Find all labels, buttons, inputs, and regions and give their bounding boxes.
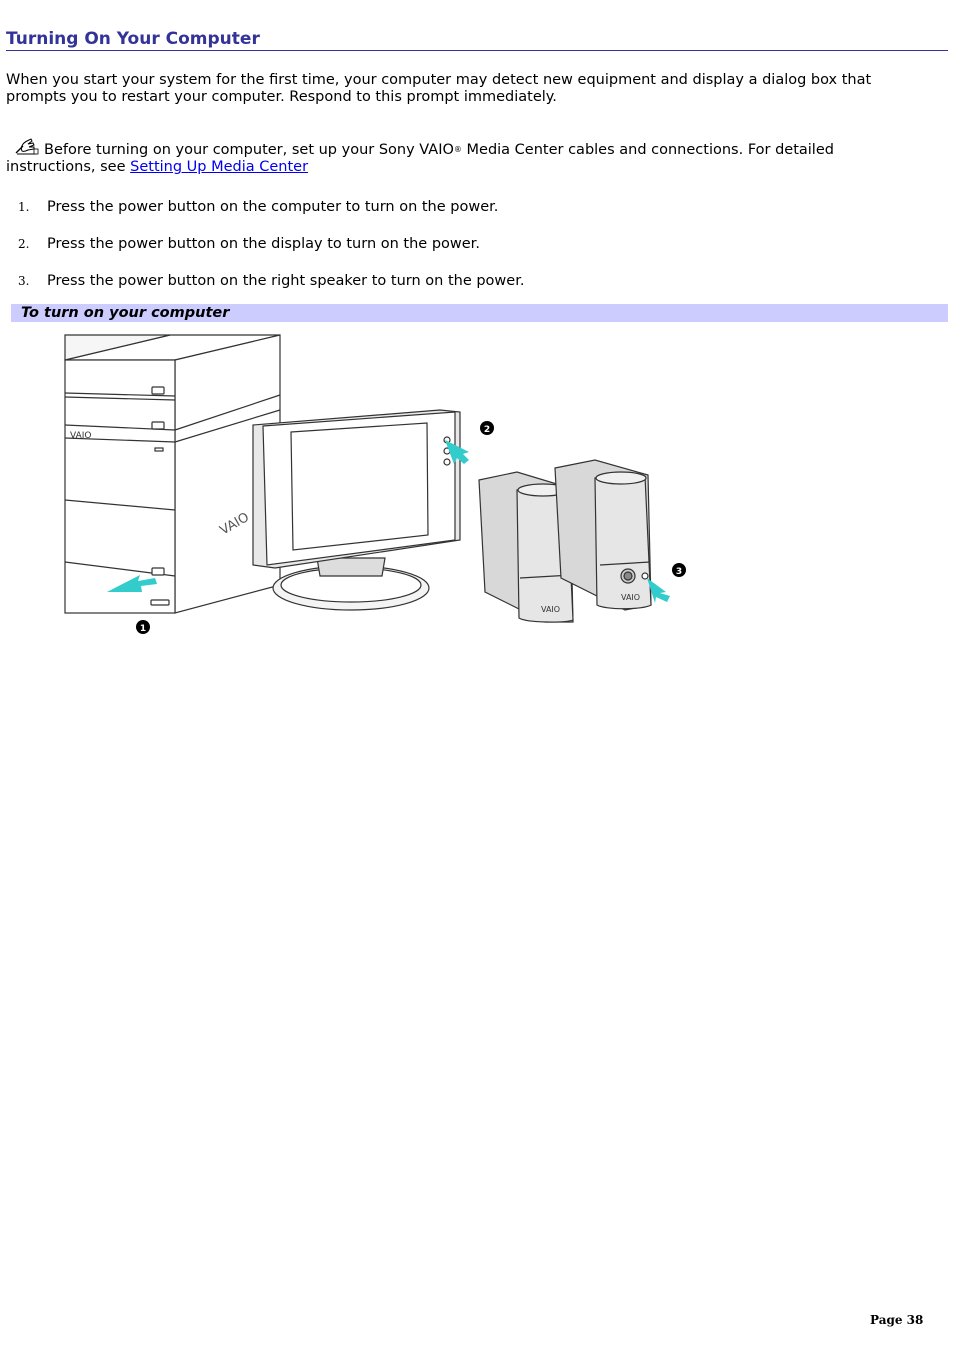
intro-paragraph: When you start your system for the first time, your computer may detect new equipment and display a dialog box that prompts you to restart your computer. Respond to this prompt immediately. [6, 72, 872, 105]
page-number: Page 38 [870, 1313, 924, 1327]
figure-caption-bar [11, 304, 948, 322]
page-title: Turning On Your Computer [6, 29, 948, 51]
note-text-after: Media Center cables and connections. For detailed instructions, see [6, 142, 834, 175]
left-speaker-vaio-mark: VAIO [541, 605, 561, 614]
note-paragraph [6, 137, 926, 176]
tower-side-vaio-mark: VAIO [217, 509, 252, 539]
step-text: Press the power button on the display to turn on the power. [47, 236, 480, 252]
display-monitor [253, 410, 460, 610]
figure-caption: To turn on your computer [21, 305, 230, 321]
callout-1 [136, 620, 150, 634]
computer-tower [65, 335, 280, 613]
tower-vaio-mark: VAIO [70, 431, 92, 441]
svg-text:2: 2 [483, 425, 491, 435]
step-number: 1. [18, 200, 30, 214]
setting-up-media-center-link[interactable]: Setting Up Media Center [130, 159, 309, 175]
power-on-illustration [55, 330, 695, 640]
writing-hand-icon [14, 137, 40, 157]
callout-2 [480, 421, 494, 435]
note-text-before: Before turning on your computer, set up your Sony VAIO [44, 142, 454, 158]
svg-text:3: 3 [675, 567, 683, 577]
svg-text:1: 1 [139, 624, 147, 634]
step-text: Press the power button on the right speaker to turn on the power. [47, 273, 525, 289]
right-speaker-vaio-mark: VAIO [621, 593, 641, 602]
step-number: 3. [18, 274, 30, 288]
step-text: Press the power button on the computer to turn on the power. [47, 199, 499, 215]
step-number: 2. [18, 237, 30, 251]
registered-mark: ® [453, 145, 462, 154]
callout-3 [672, 563, 686, 577]
